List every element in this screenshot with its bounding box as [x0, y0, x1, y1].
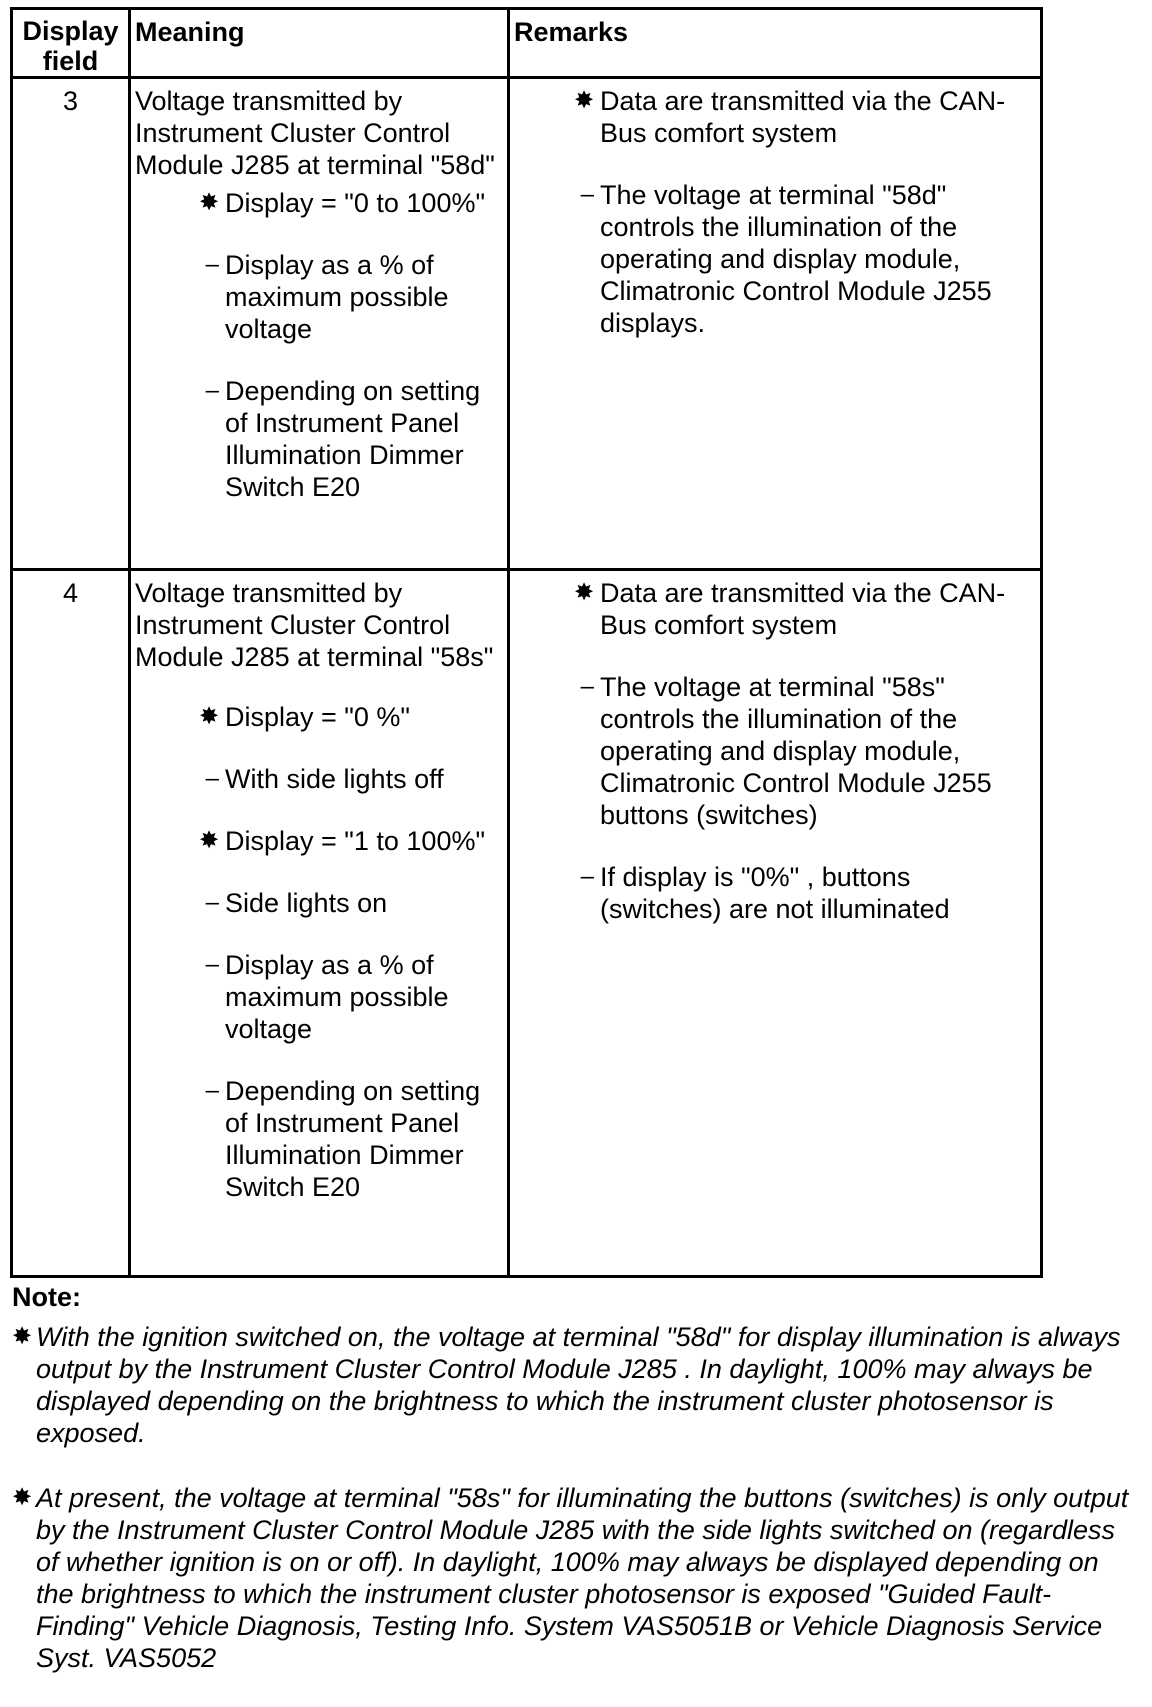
list-item-text: Display = "0 to 100%" [225, 188, 486, 218]
list-item-text: Display as a % of maximum possible voltage [225, 250, 449, 344]
list-item-text: Side lights on [225, 888, 388, 918]
dash-bullet-icon: – [580, 181, 594, 208]
list-item [574, 179, 1036, 339]
list-item [199, 887, 503, 919]
list-item-text: Display as a % of maximum possible voltage [225, 950, 449, 1044]
asterisk-bullet-icon: ✸ [199, 189, 220, 216]
meaning-cell [130, 78, 509, 570]
asterisk-bullet-icon: ✸ [574, 87, 595, 114]
note-section [12, 1281, 1137, 1707]
list-item-text: With side lights off [225, 764, 444, 794]
list-item [199, 1075, 503, 1203]
list-item-text: The voltage at terminal "58d" controls the illumination of the operating and display module, Climatronic Control Module J255 displays. [600, 180, 992, 338]
dash-bullet-icon: – [205, 377, 219, 404]
display-field-value: 3 [12, 78, 130, 570]
meaning-text: Voltage transmitted by Instrument Cluster Control Module J285 at terminal "58s" [135, 578, 494, 672]
list-item-text: If display is "0%" , buttons (switches) are not illuminated [600, 862, 950, 924]
list-item [199, 375, 503, 503]
list-item-text: Data are transmitted via the CAN-Bus comfort system [600, 578, 1006, 640]
note-text: With the ignition switched on, the voltage at terminal "58d" for display illumination is always output by the Instrument Cluster Control Module J285 . In daylight, 100% may always be displayed depending on the brightness to which the instrument cluster photosensor is exposed. [36, 1322, 1121, 1448]
remarks-cell [509, 78, 1042, 570]
note-item [12, 1482, 1137, 1674]
dash-bullet-icon: – [205, 1077, 219, 1104]
list-item-text: Depending on setting of Instrument Panel Illumination Dimmer Switch E20 [225, 376, 481, 502]
table-row [12, 78, 1042, 570]
list-item [199, 825, 503, 857]
table-row [12, 570, 1042, 1277]
list-item [199, 763, 503, 795]
list-item-text: The voltage at terminal "58s" controls the illumination of the operating and display module, Climatronic Control Module J255 buttons (switches) [600, 672, 992, 830]
list-item [199, 701, 503, 733]
dash-bullet-icon: – [580, 673, 594, 700]
list-item [574, 577, 1036, 641]
list-item [199, 187, 503, 219]
list-item-text: Depending on setting of Instrument Panel Illumination Dimmer Switch E20 [225, 1076, 481, 1202]
asterisk-bullet-icon: ✸ [199, 827, 220, 854]
list-item [199, 249, 503, 345]
dash-bullet-icon: – [205, 889, 219, 916]
list-item [574, 85, 1036, 149]
dash-bullet-icon: – [580, 863, 594, 890]
list-item [574, 671, 1036, 831]
meaning-text: Voltage transmitted by Instrument Cluster Control Module J285 at terminal "58d" [135, 86, 495, 180]
display-field-value: 4 [12, 570, 130, 1277]
dash-bullet-icon: – [205, 765, 219, 792]
asterisk-bullet-icon: ✸ [12, 1323, 33, 1350]
table-header-row [12, 9, 1042, 78]
note-item [12, 1321, 1137, 1449]
note-text: At present, the voltage at terminal "58s" for illuminating the buttons (switches) is only output by the Instrument Cluster Control Module J285 with the side lights switched on (regardless of whether ignition is on or off). In daylight, 100% may always be displayed depending on the brightness to which the instrument cluster photosensor is exposed "Guided Fault-Finding" Vehicle Diagnosis, Testing Info. System VAS5051B or Vehicle Diagnosis Service Syst. VAS5052 [36, 1483, 1129, 1673]
list-item-text: Display = "1 to 100%" [225, 826, 486, 856]
header-meaning: Meaning [130, 9, 509, 78]
list-item-text: Data are transmitted via the CAN-Bus comfort system [600, 86, 1006, 148]
list-item [574, 861, 1036, 925]
note-title: Note: [12, 1282, 81, 1312]
asterisk-bullet-icon: ✸ [574, 579, 595, 606]
data-table [10, 7, 1043, 1278]
header-display-field: Display field [12, 9, 130, 78]
meaning-cell [130, 570, 509, 1277]
dash-bullet-icon: – [205, 251, 219, 278]
dash-bullet-icon: – [205, 951, 219, 978]
list-item [199, 949, 503, 1045]
list-item-text: Display = "0 %" [225, 702, 410, 732]
asterisk-bullet-icon: ✸ [12, 1484, 33, 1511]
header-remarks: Remarks [509, 9, 1042, 78]
remarks-cell [509, 570, 1042, 1277]
asterisk-bullet-icon: ✸ [199, 703, 220, 730]
